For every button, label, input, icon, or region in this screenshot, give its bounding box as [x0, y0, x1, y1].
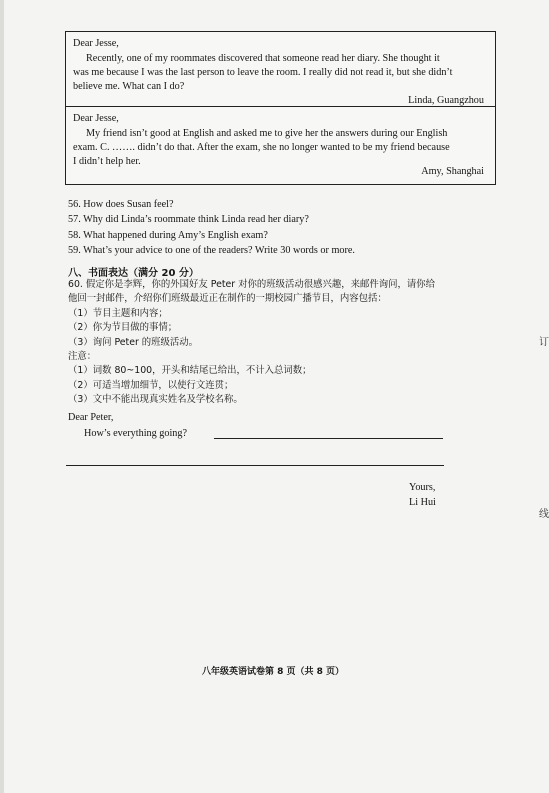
- letter-signature: Amy, Shanghai: [421, 166, 484, 177]
- page-footer: 八年级英语试卷第 8 页（共 8 页）: [201, 667, 345, 677]
- question-list: [68, 197, 498, 258]
- letter-line: was me because I was the last person to leave the room. I really did not read it, but she didn’t: [73, 67, 453, 79]
- answer-line[interactable]: [214, 438, 443, 439]
- letter-line: exam. C. ……. didn’t do that. After the exam, she no longer wanted to be my friend because: [73, 142, 450, 154]
- letter-box-amy: [65, 106, 496, 185]
- binding-mark: 线: [539, 509, 549, 520]
- question-item: 57. Why did Linda’s roommate think Linda read her diary?: [68, 214, 309, 226]
- letter-signature: Linda, Guangzhou: [408, 95, 484, 106]
- letter-greeting: Dear Jesse,: [73, 113, 119, 124]
- letter-body: [73, 127, 489, 170]
- writing-sender: Li Hui: [409, 497, 436, 508]
- instruction-line: （1）词数 80~100，开头和结尾已给出，不计入总词数；: [68, 365, 312, 377]
- question-item: 58. What happened during Amy’s English exam?: [68, 229, 268, 241]
- instruction-line: （1）节目主题和内容；: [68, 307, 168, 319]
- letter-line: My friend isn’t good at English and asked me to give her the answers during our English: [86, 128, 448, 139]
- writing-instructions: [68, 278, 498, 408]
- letter-box-linda: [65, 31, 496, 111]
- letter-body: [73, 52, 489, 95]
- writing-closing: Yours,: [409, 482, 436, 493]
- letter-greeting: Dear Jesse,: [73, 38, 119, 49]
- instruction-line: （2）你为节目做的事情；: [68, 322, 178, 334]
- instruction-line: （3）文中不能出现真实姓名及学校名称。: [68, 394, 243, 406]
- letter-line: Recently, one of my roommates discovered that someone read her diary. She thought it: [86, 53, 440, 64]
- instruction-line: （2）可适当增加细节，以使行文连贯；: [68, 379, 234, 391]
- writing-greeting: Dear Peter,: [68, 412, 114, 423]
- letter-line: believe me. What can I do?: [73, 81, 185, 93]
- question-item: 59. What’s your advice to one of the readers? Write 30 words or more.: [68, 244, 355, 256]
- question-item: 56. How does Susan feel?: [68, 199, 174, 210]
- section-title: 八、书面表达（满分 20 分）: [68, 268, 199, 279]
- instruction-line: 他回一封邮件，介绍你们班级最近正在制作的一期校园广播节目，内容包括：: [68, 293, 387, 305]
- answer-line[interactable]: [66, 465, 444, 466]
- instruction-line: 60. 假定你是李辉，你的外国好友 Peter 对你的班级活动很感兴趣，来邮件询问，请你给: [68, 279, 435, 290]
- instruction-line: （3）询问 Peter 的班级活动。: [68, 336, 199, 348]
- writing-opening: How’s everything going?: [84, 428, 187, 439]
- instruction-line: 注意：: [68, 351, 97, 363]
- letter-line: I didn’t help her.: [73, 156, 141, 168]
- binding-mark: 订: [539, 337, 549, 348]
